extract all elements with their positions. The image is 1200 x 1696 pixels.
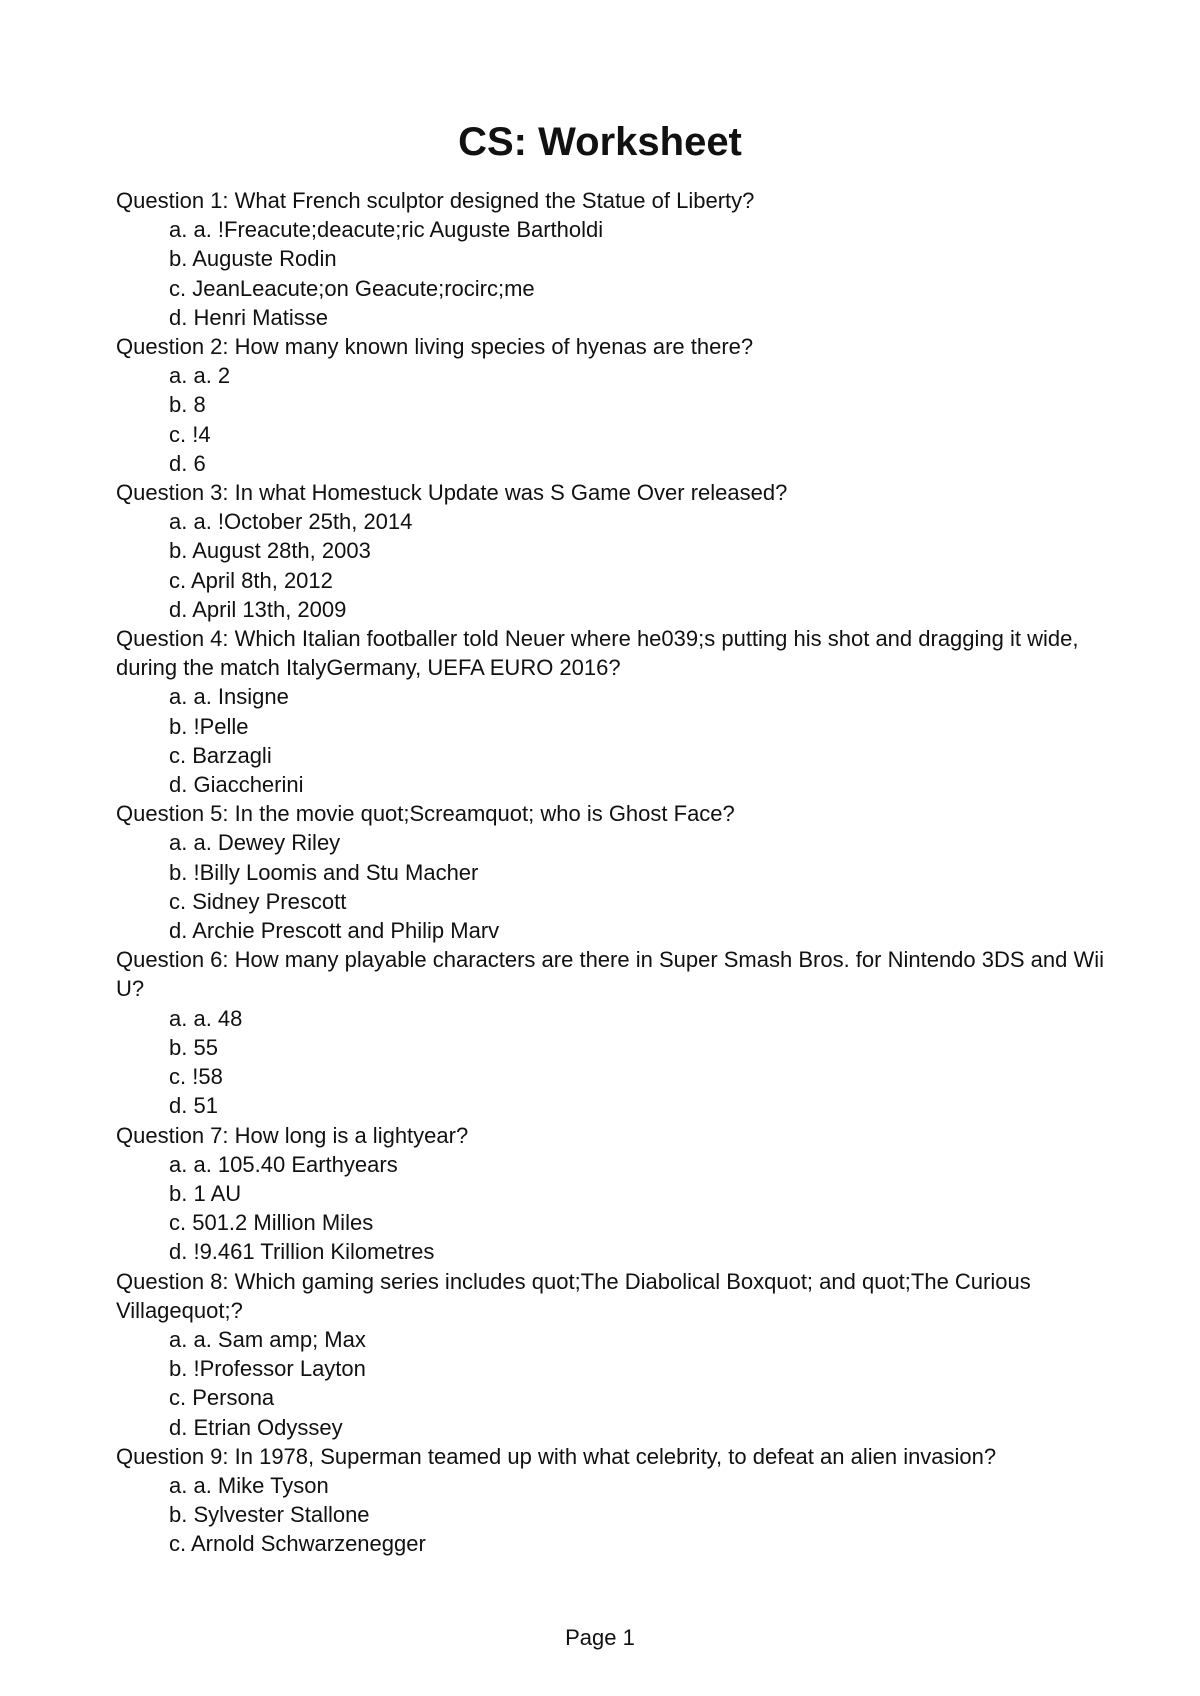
- option-item: b. Sylvester Stallone: [169, 1502, 370, 1528]
- option-list: [116, 1471, 1116, 1559]
- option-item: c. Barzagli: [169, 742, 272, 768]
- option-item: c. 501.2 Million Miles: [169, 1210, 374, 1236]
- option-item: d. Henri Matisse: [169, 304, 328, 330]
- option-item: c. April 8th, 2012: [169, 567, 333, 593]
- option-list: [116, 507, 1116, 624]
- option-item: d. Archie Prescott and Philip Marv: [169, 918, 500, 944]
- question-block: [116, 799, 1116, 945]
- option-item: c. Arnold Schwarzenegger: [169, 1531, 426, 1557]
- option-item: a. a. Dewey Riley: [169, 830, 341, 856]
- question-text: Question 3: In what Homestuck Update was S Game Over released?: [116, 480, 788, 506]
- option-item: b. Auguste Rodin: [169, 246, 337, 272]
- question-block: [116, 1267, 1116, 1442]
- option-item: d. 6: [169, 450, 206, 476]
- option-item: d. April 13th, 2009: [169, 596, 347, 622]
- question-text: Question 6: How many playable characters are there in Super Smash Bros. for Nintendo 3DS and Wii U?: [116, 947, 1105, 1002]
- option-list: [116, 1150, 1116, 1267]
- option-item: c. !4: [169, 421, 211, 447]
- question-text: Question 5: In the movie quot;Screamquot; who is Ghost Face?: [116, 801, 735, 827]
- question-text: Question 9: In 1978, Superman teamed up with what celebrity, to defeat an alien invasion?: [116, 1443, 997, 1469]
- option-list: [116, 682, 1116, 799]
- option-item: a. a. !Freacute;deacute;ric Auguste Bartholdi: [169, 217, 604, 243]
- option-item: c. JeanLeacute;on Geacute;rocirc;me: [169, 275, 535, 301]
- question-text: Question 7: How long is a lightyear?: [116, 1122, 469, 1148]
- option-list: [116, 828, 1116, 945]
- option-item: b. !Pelle: [169, 713, 249, 739]
- option-item: c. Sidney Prescott: [169, 888, 347, 914]
- option-item: b. !Professor Layton: [169, 1356, 366, 1382]
- option-item: b. 55: [169, 1034, 218, 1060]
- question-block: [116, 1121, 1116, 1267]
- option-list: [116, 1004, 1116, 1121]
- question-text: Question 1: What French sculptor designed the Statue of Liberty?: [116, 188, 755, 213]
- option-item: b. 1 AU: [169, 1180, 242, 1206]
- question-text: Question 8: Which gaming series includes quot;The Diabolical Boxquot; and quot;The Curious Villagequot;?: [116, 1268, 1031, 1323]
- option-item: b. August 28th, 2003: [169, 538, 371, 564]
- option-item: a. a. 105.40 Earthyears: [169, 1151, 398, 1177]
- question-block: [116, 1442, 1116, 1559]
- option-item: d. Etrian Odyssey: [169, 1414, 343, 1440]
- option-item: c. Persona: [169, 1385, 275, 1411]
- option-item: a. a. Mike Tyson: [169, 1472, 329, 1498]
- option-item: a. a. Sam amp; Max: [169, 1326, 366, 1352]
- option-item: d. Giaccherini: [169, 772, 304, 798]
- option-item: b. !Billy Loomis and Stu Macher: [169, 859, 479, 885]
- option-item: c. !58: [169, 1064, 223, 1090]
- question-block: [116, 478, 1116, 624]
- question-list: [116, 186, 1116, 1559]
- option-item: d. !9.461 Trillion Kilometres: [169, 1239, 435, 1265]
- option-item: a. a. Insigne: [169, 684, 289, 710]
- option-item: a. a. 48: [169, 1005, 243, 1031]
- option-list: [116, 215, 1116, 332]
- question-block: [116, 945, 1116, 1120]
- option-item: a. a. 2: [169, 363, 231, 389]
- option-list: [116, 361, 1116, 478]
- page-title: CS: Worksheet: [458, 120, 742, 164]
- question-text: Question 4: Which Italian footballer told Neuer where he039;s putting his shot and dragging it wide, during the match ItalyGermany, UEFA EURO 2016?: [116, 626, 1079, 681]
- option-list: [116, 1325, 1116, 1442]
- question-block: [116, 624, 1116, 799]
- question-text: Question 2: How many known living species of hyenas are there?: [116, 334, 754, 360]
- page-number: Page 1: [565, 1625, 635, 1650]
- question-block: [116, 332, 1116, 478]
- option-item: a. a. !October 25th, 2014: [169, 509, 413, 535]
- question-block: [116, 186, 1116, 332]
- option-item: d. 51: [169, 1093, 218, 1119]
- option-item: b. 8: [169, 392, 206, 418]
